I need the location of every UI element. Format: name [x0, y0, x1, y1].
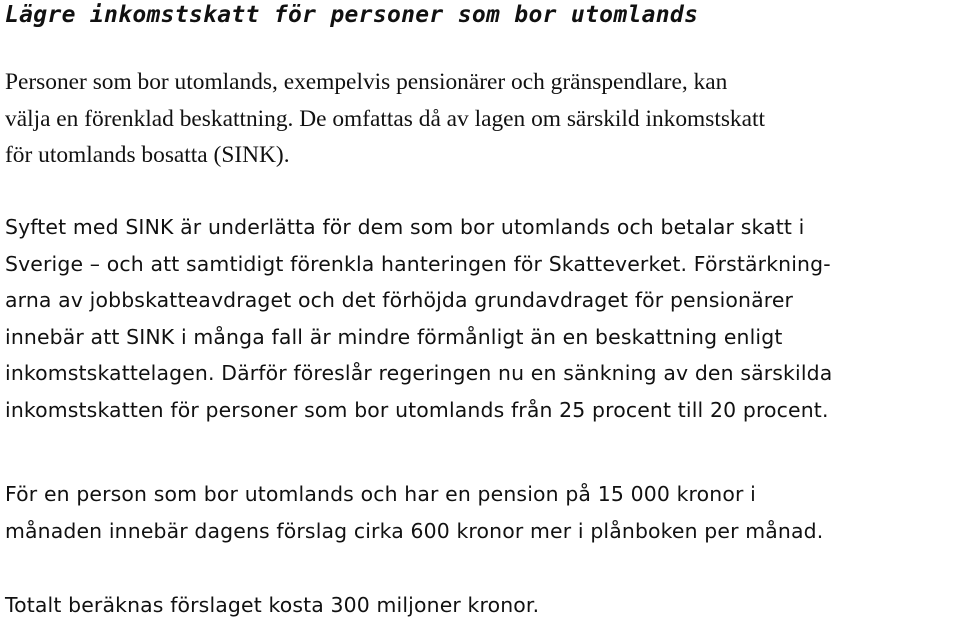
paragraph-example	[5, 476, 823, 549]
text-line: Sverige – och att samtidigt förenkla hanteringen för Skatteverket. Förstärkning-	[5, 251, 831, 276]
text-line: för utomlands bosatta (SINK).	[5, 142, 290, 168]
text-line: För en person som bor utomlands och har en pension på 15 000 kronor i	[5, 482, 756, 506]
text-line: månaden innebär dagens förslag cirka 600 kronor mer i plånboken per månad.	[5, 518, 824, 543]
text-line: arna av jobbskatteavdraget och det förhöjda grundavdraget för pensionärer	[5, 288, 794, 312]
text-line: Syftet med SINK är underlätta för dem som bor utomlands och betalar skatt i	[5, 215, 805, 239]
paragraph-cost	[5, 587, 539, 624]
text-line: inkomstskatten för personer som bor utomlands från 25 procent till 20 procent.	[5, 397, 829, 422]
text-line: Totalt beräknas förslaget kosta 300 miljoner kronor.	[5, 593, 540, 617]
text-line: Personer som bor utomlands, exempelvis pensionärer och gränspendlare, kan	[5, 69, 728, 95]
document-title: Lägre inkomstskatt för personer som bor utomlands	[5, 2, 699, 28]
text-line: inkomstskattelagen. Därför föreslår regeringen nu en sänkning av den särskilda	[5, 361, 833, 385]
text-line: välja en förenklad beskattning. De omfattas då av lagen om särskild inkomstskatt	[5, 105, 766, 132]
paragraph-intro	[5, 64, 765, 174]
text-line: innebär att SINK i många fall är mindre förmånligt än en beskattning enligt	[5, 324, 783, 349]
paragraph-purpose	[5, 209, 832, 428]
